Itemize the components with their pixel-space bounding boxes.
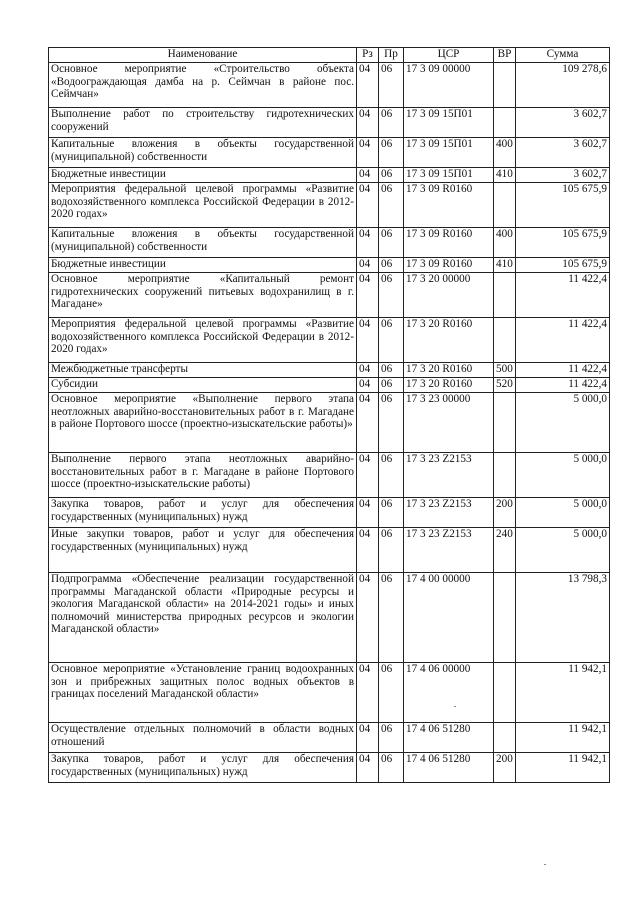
cell-name: Подпрограмма «Обеспечение реализации государственной программы Магаданской области «Природные ресурсы и экология Магаданской области» на 2014-2021 годы» и иных полномочий министерства природных ресурсов и экологии Магаданской области»: [49, 573, 357, 663]
table-header: [49, 48, 610, 63]
cell-pr: 06: [379, 138, 404, 168]
table-row: [49, 663, 610, 723]
header-vr: ВР: [494, 48, 516, 63]
cell-pr: 06: [379, 753, 404, 783]
cell-sum: 5 000,0: [516, 498, 610, 528]
cell-sum: 11 422,4: [516, 378, 610, 393]
cell-name: Иные закупки товаров, работ и услуг для обеспечения государственных (муниципальных) нужд: [49, 528, 357, 573]
header-pr: Пр: [379, 48, 404, 63]
cell-csr: 17 3 23 00000: [404, 393, 494, 453]
budget-table: [48, 47, 610, 783]
cell-rz: 04: [357, 183, 379, 228]
cell-pr: 06: [379, 528, 404, 573]
scan-speck: [454, 706, 456, 707]
cell-rz: 04: [357, 318, 379, 363]
table-row: [49, 273, 610, 318]
cell-rz: 04: [357, 138, 379, 168]
cell-name: Основное мероприятие «Строительство объекта «Водоограждающая дамба на р. Сеймчан в районе пос. Сеймчан»: [49, 63, 357, 108]
table-row: [49, 183, 610, 228]
header-sum: Сумма: [516, 48, 610, 63]
table-row: [49, 168, 610, 183]
cell-vr: [494, 108, 516, 138]
cell-vr: [494, 663, 516, 723]
table-row: [49, 63, 610, 108]
cell-rz: 04: [357, 573, 379, 663]
cell-sum: 109 278,6: [516, 63, 610, 108]
cell-pr: 06: [379, 663, 404, 723]
cell-pr: 06: [379, 228, 404, 258]
cell-rz: 04: [357, 168, 379, 183]
cell-rz: 04: [357, 453, 379, 498]
cell-csr: 17 3 20 R0160: [404, 318, 494, 363]
cell-vr: [494, 318, 516, 363]
table-row: [49, 723, 610, 753]
cell-name: Закупка товаров, работ и услуг для обеспечения государственных (муниципальных) нужд: [49, 753, 357, 783]
table-row: [49, 498, 610, 528]
cell-vr: 410: [494, 168, 516, 183]
cell-pr: 06: [379, 498, 404, 528]
cell-vr: [494, 183, 516, 228]
cell-sum: 11 422,4: [516, 318, 610, 363]
cell-rz: 04: [357, 528, 379, 573]
cell-sum: 3 602,7: [516, 138, 610, 168]
cell-sum: 5 000,0: [516, 453, 610, 498]
cell-csr: 17 3 23 Z2153: [404, 528, 494, 573]
cell-sum: 13 798,3: [516, 573, 610, 663]
cell-sum: 11 942,1: [516, 723, 610, 753]
scan-speck: [544, 864, 546, 865]
table-row: [49, 228, 610, 258]
header-rz: Рз: [357, 48, 379, 63]
cell-pr: 06: [379, 453, 404, 498]
cell-rz: 04: [357, 63, 379, 108]
cell-vr: 400: [494, 138, 516, 168]
cell-name: Выполнение работ по строительству гидротехнических сооружений: [49, 108, 357, 138]
cell-pr: 06: [379, 318, 404, 363]
cell-csr: 17 3 23 Z2153: [404, 453, 494, 498]
cell-vr: [494, 63, 516, 108]
header-row: [49, 48, 610, 63]
cell-pr: 06: [379, 108, 404, 138]
cell-vr: 200: [494, 498, 516, 528]
cell-pr: 06: [379, 168, 404, 183]
cell-name: Бюджетные инвестиции: [49, 168, 357, 183]
cell-csr: 17 3 20 R0160: [404, 378, 494, 393]
table-row: [49, 138, 610, 168]
cell-csr: 17 4 06 51280: [404, 723, 494, 753]
table-row: [49, 363, 610, 378]
cell-vr: [494, 453, 516, 498]
cell-vr: [494, 723, 516, 753]
cell-rz: 04: [357, 258, 379, 273]
cell-sum: 5 000,0: [516, 393, 610, 453]
table-row: [49, 453, 610, 498]
cell-vr: 240: [494, 528, 516, 573]
cell-rz: 04: [357, 498, 379, 528]
table-row: [49, 108, 610, 138]
cell-vr: [494, 573, 516, 663]
cell-name: Субсидии: [49, 378, 357, 393]
cell-csr: 17 3 09 15П01: [404, 168, 494, 183]
header-name: Наименование: [49, 48, 357, 63]
table-row: [49, 378, 610, 393]
cell-sum: 11 942,1: [516, 663, 610, 723]
cell-csr: 17 4 06 51280: [404, 753, 494, 783]
cell-name: Межбюджетные трансферты: [49, 363, 357, 378]
cell-rz: 04: [357, 273, 379, 318]
cell-csr: 17 3 20 R0160: [404, 363, 494, 378]
cell-rz: 04: [357, 393, 379, 453]
header-csr: ЦСР: [404, 48, 494, 63]
cell-vr: 400: [494, 228, 516, 258]
table-row: [49, 393, 610, 453]
cell-name: Основное мероприятие «Капитальный ремонт гидротехнических сооружений питьевых водохранилищ в г. Магадане»: [49, 273, 357, 318]
cell-rz: 04: [357, 723, 379, 753]
cell-csr: 17 4 06 00000: [404, 663, 494, 723]
cell-csr: 17 3 09 00000: [404, 63, 494, 108]
cell-name: Мероприятия федеральной целевой программы «Развитие водохозяйственного комплекса Российской Федерации в 2012-2020 годах»: [49, 318, 357, 363]
cell-pr: 06: [379, 393, 404, 453]
cell-name: Выполнение первого этапа неотложных аварийно-восстановительных работ в г. Магадане в районе Портового шоссе (проектно-изыскательские работы): [49, 453, 357, 498]
cell-csr: 17 3 23 Z2153: [404, 498, 494, 528]
cell-vr: 200: [494, 753, 516, 783]
cell-name: Основное мероприятие «Установление границ водоохранных зон и прибрежных защитных полос водных объектов в границах поселений Магаданской области»: [49, 663, 357, 723]
cell-rz: 04: [357, 363, 379, 378]
cell-pr: 06: [379, 183, 404, 228]
cell-rz: 04: [357, 663, 379, 723]
cell-sum: 11 942,1: [516, 753, 610, 783]
cell-sum: 11 422,4: [516, 273, 610, 318]
cell-name: Капитальные вложения в объекты государственной (муниципальной) собственности: [49, 228, 357, 258]
table-row: [49, 528, 610, 573]
cell-rz: 04: [357, 753, 379, 783]
cell-pr: 06: [379, 573, 404, 663]
cell-vr: [494, 393, 516, 453]
cell-pr: 06: [379, 723, 404, 753]
cell-name: Бюджетные инвестиции: [49, 258, 357, 273]
table-row: [49, 573, 610, 663]
cell-csr: 17 3 09 R0160: [404, 183, 494, 228]
cell-sum: 5 000,0: [516, 528, 610, 573]
cell-sum: 105 675,9: [516, 183, 610, 228]
cell-sum: 105 675,9: [516, 228, 610, 258]
cell-name: Закупка товаров, работ и услуг для обеспечения государственных (муниципальных) нужд: [49, 498, 357, 528]
cell-name: Капитальные вложения в объекты государственной (муниципальной) собственности: [49, 138, 357, 168]
table-body: [49, 63, 610, 783]
cell-csr: 17 4 00 00000: [404, 573, 494, 663]
cell-vr: 520: [494, 378, 516, 393]
cell-rz: 04: [357, 378, 379, 393]
cell-csr: 17 3 09 15П01: [404, 108, 494, 138]
cell-pr: 06: [379, 363, 404, 378]
cell-pr: 06: [379, 273, 404, 318]
cell-name: Осуществление отдельных полномочий в области водных отношений: [49, 723, 357, 753]
table-row: [49, 258, 610, 273]
cell-sum: 3 602,7: [516, 108, 610, 138]
cell-csr: 17 3 20 00000: [404, 273, 494, 318]
cell-csr: 17 3 09 R0160: [404, 258, 494, 273]
cell-csr: 17 3 09 15П01: [404, 138, 494, 168]
cell-pr: 06: [379, 378, 404, 393]
cell-rz: 04: [357, 108, 379, 138]
cell-vr: [494, 273, 516, 318]
cell-name: Основное мероприятие «Выполнение первого этапа неотложных аварийно-восстановительных работ в г. Магадане в районе Портового шоссе (проектно-изыскательские работы)»: [49, 393, 357, 453]
cell-vr: 410: [494, 258, 516, 273]
cell-vr: 500: [494, 363, 516, 378]
cell-sum: 11 422,4: [516, 363, 610, 378]
cell-pr: 06: [379, 258, 404, 273]
cell-name: Мероприятия федеральной целевой программы «Развитие водохозяйственного комплекса Российской Федерации в 2012-2020 годах»: [49, 183, 357, 228]
cell-sum: 105 675,9: [516, 258, 610, 273]
cell-rz: 04: [357, 228, 379, 258]
cell-sum: 3 602,7: [516, 168, 610, 183]
cell-pr: 06: [379, 63, 404, 108]
cell-csr: 17 3 09 R0160: [404, 228, 494, 258]
table-row: [49, 753, 610, 783]
table-row: [49, 318, 610, 363]
